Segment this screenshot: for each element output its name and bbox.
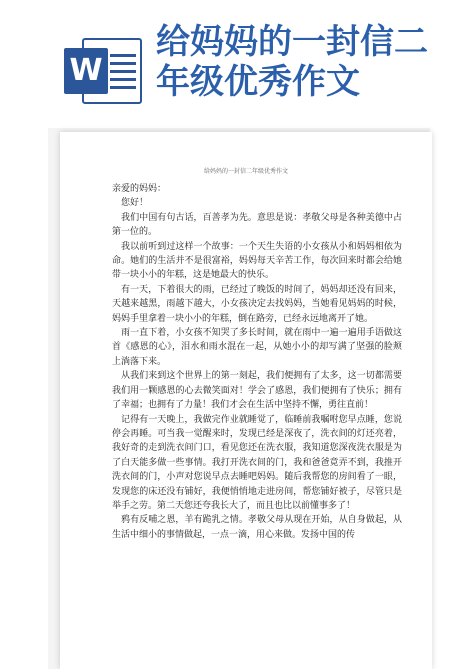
document-header: 给妈妈的一封信二年级优秀作文 bbox=[203, 168, 288, 175]
paragraph: 雨一直下着，小女孩不知哭了多长时间，就在雨中一遍一遍用手语做这首《感恩的心》，泪水和雨水混在一起，从她小小的却写满了坚强的脸颊上淌落下来。 bbox=[112, 328, 402, 367]
text-line-graphic bbox=[110, 62, 136, 65]
text-line-graphic bbox=[110, 54, 136, 57]
paragraph: 我以前听到过这样一个故事：一个天生失语的小女孩从小和妈妈相依为命。她们的生活并不是很富裕，妈妈每天辛苦工作，每次回来时都会给她带一块小小的年糕，这是她最大的快乐。 bbox=[112, 241, 402, 281]
greeting: 您好！ bbox=[121, 198, 149, 209]
word-document-icon bbox=[64, 36, 144, 106]
text-line-graphic bbox=[110, 78, 136, 81]
paragraph: 有一天，下着很大的雨，已经过了晚饭的时间了，妈妈却还没有回来，天越来越黑，雨越下越大，小女孩决定去找妈妈，当她看见妈妈的时候，妈妈手里拿着一块小小的年糕，倒在路旁，已经永远地离开了她。 bbox=[112, 284, 402, 324]
banner-title: 给妈妈的一封信二年级优秀作文 bbox=[156, 22, 428, 102]
salutation: 亲爱的妈妈： bbox=[112, 184, 167, 194]
paragraph: 记得有一天晚上，我做完作业就睡觉了，临睡前我嘱咐您早点睡，您说停会再睡。可当我一觉醒来时，发现已经是深夜了，洗衣间的灯还亮着，我好奇的走到洗衣间门口，看见您还在洗衣服，我知道您深夜洗衣服是为了白天能多做一些事情。我打开洗衣间的门，我和爸爸竟弄不到，我推开洗衣间的门，小声对您说早点去睡吧妈妈。随后我帮您的房间看了一眼，发现您的床还没有铺好，我便悄悄地走进房间，帮您铺好被子，尽管只是举手之劳。第二天您还夸我长大了，而且也比以前懂事多了！ bbox=[112, 414, 402, 511]
banner bbox=[0, 0, 474, 120]
document-body bbox=[112, 182, 402, 542]
paragraph: 鸦有反哺之恩，羊有跪乳之情。孝敬父母从现在开始，从自身做起，从生活中细小的事情做起，一点一滴，用心来做。发扬中国的传 bbox=[112, 515, 402, 540]
word-logo-letter: W bbox=[64, 48, 108, 94]
document-page bbox=[60, 132, 432, 669]
text-line-graphic bbox=[110, 70, 136, 73]
paragraph: 我们中国有句古话，百善孝为先。意思是说：孝敬父母是各种美德中占第一位的。 bbox=[112, 212, 402, 238]
paragraph: 从我们来到这个世界上的第一刻起，我们便拥有了太多，这一切都需要我们用一颗感恩的心去微笑面对！学会了感恩，我们便拥有了快乐；拥有了幸福；也拥有了力量！我们才会在生活中坚持不懈，勇往直前！ bbox=[112, 371, 402, 411]
text-line-graphic bbox=[110, 86, 136, 89]
